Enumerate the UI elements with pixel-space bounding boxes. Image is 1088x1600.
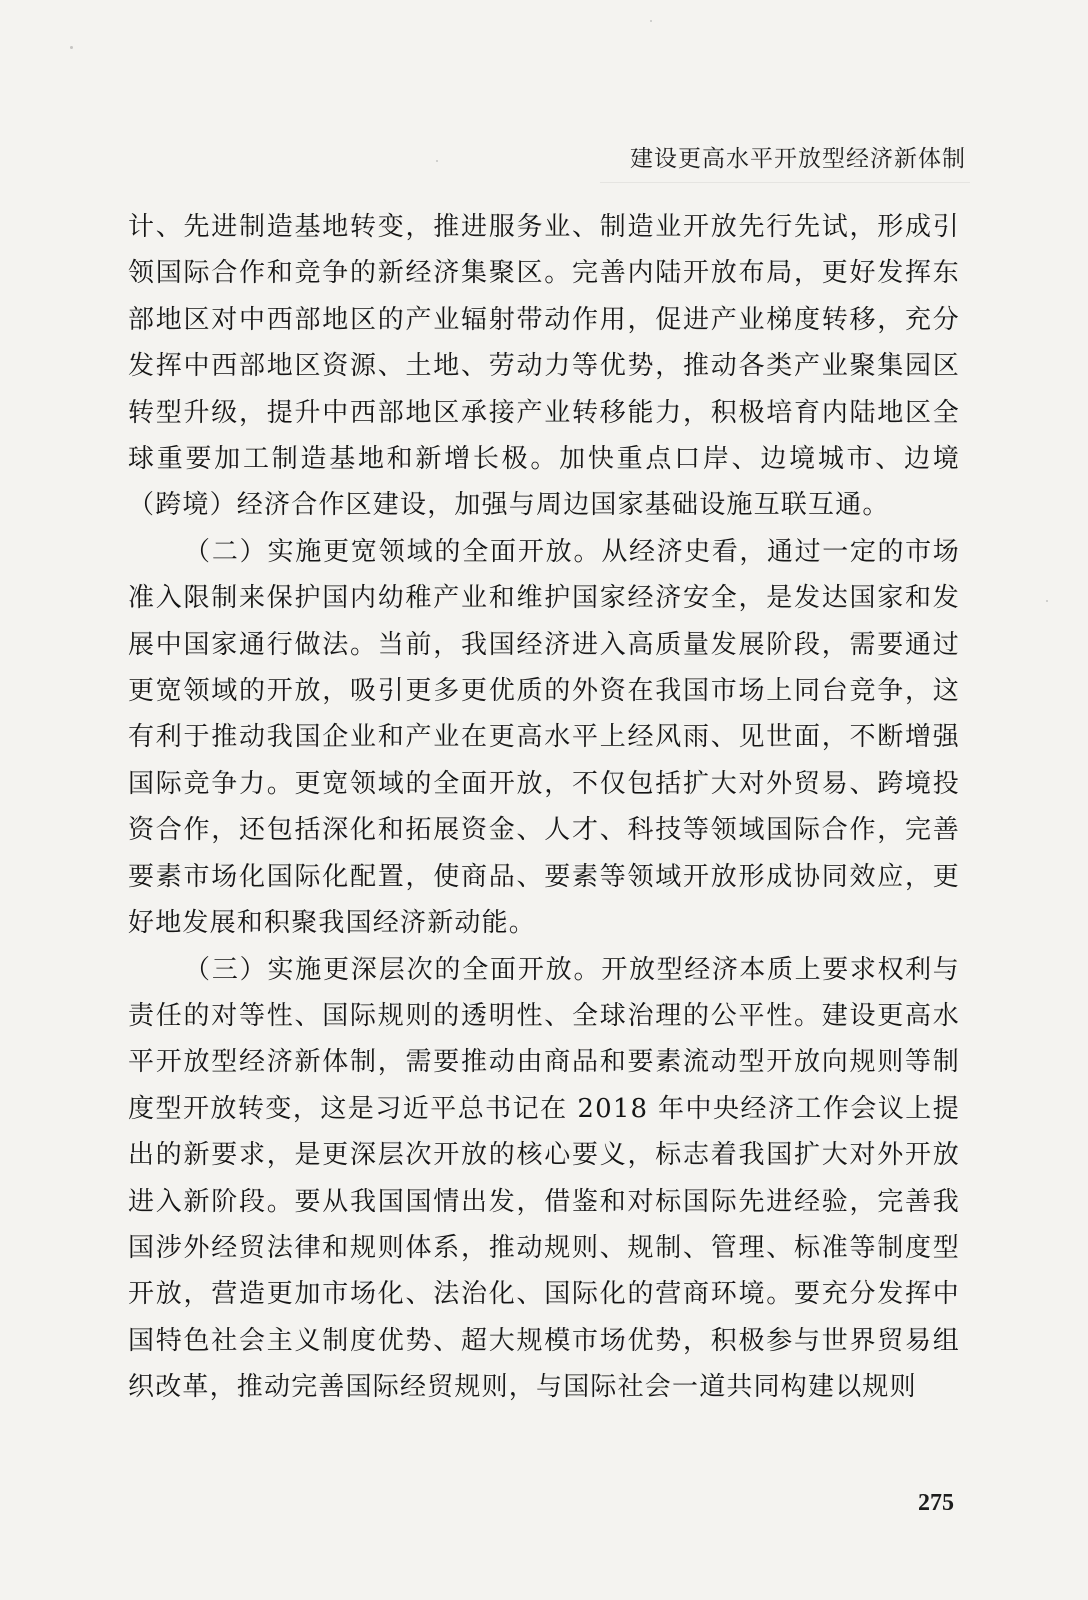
scan-speck: [70, 46, 73, 49]
paragraph-3-text: 开放型经济本质上要求权利与责任的对等性、国际规则的透明性、全球治理的公平性。建设更高水平开放型经济新体制，需要推动由商品和要素流动型开放向规则等制度型开放转变，这是习近平总书记在 2018 年中央经济工作会议上提出的新要求，是更深层次开放的核心要义，标志着我国扩大对外开放进入新阶段。要从我国国情出发，借鉴和对标国际先进经验，完善我国涉外经贸法律和规则体系，推动规则、规制、管理、标准等制度型开放，营造更加市场化、法治化、国际化的营商环境。要充分发挥中国特色社会主义制度优势、超大规模市场优势，积极参与世界贸易组织改革，推动完善国际经贸规则，与国际社会一道共同构建以规则: [128, 954, 960, 1403]
paragraph-1: 计、先进制造基地转变，推进服务业、制造业开放先行先试，形成引领国际合作和竞争的新经济集聚区。完善内陆开放布局，更好发挥东部地区对中西部地区的产业辐射带动作用，促进产业梯度转移，充分发挥中西部地区资源、土地、劳动力等优势，推动各类产业聚集园区转型升级，提升中西部地区承接产业转移能力，积极培育内陆地区全球重要加工制造基地和新增长极。加快重点口岸、边境城市、边境（跨境）经济合作区建设，加强与周边国家基础设施互联互通。: [128, 212, 960, 521]
header-rule: [600, 182, 970, 183]
paragraph-3: [128, 947, 960, 1411]
page-number: 275: [918, 1490, 954, 1516]
scan-speck: [1046, 600, 1048, 602]
paragraph-2: [128, 529, 960, 947]
body-text: [128, 204, 960, 1411]
section-heading-3: （三）实施更深层次的全面开放。: [184, 954, 602, 985]
paragraph-2-text: 从经济史看，通过一定的市场准入限制来保护国内幼稚产业和维护国家经济安全，是发达国家和发展中国家通行做法。当前，我国经济进入高质量发展阶段，需要通过更宽领域的开放，吸引更多更优质的外资在我国市场上同台竞争，这有利于推动我国企业和产业在更高水平上经风雨、见世面，不断增强国际竞争力。更宽领域的全面开放，不仅包括扩大对外贸易、跨境投资合作，还包括深化和拓展资金、人才、科技等领域国际合作，完善要素市场化国际化配置，使商品、要素等领域开放形成协同效应，更好地发展和积聚我国经济新动能。: [128, 536, 960, 939]
scan-speck: [650, 20, 652, 22]
running-header: 建设更高水平开放型经济新体制: [630, 146, 966, 172]
scan-speck: [436, 160, 438, 162]
section-heading-2: （二）实施更宽领域的全面开放。: [184, 536, 602, 567]
